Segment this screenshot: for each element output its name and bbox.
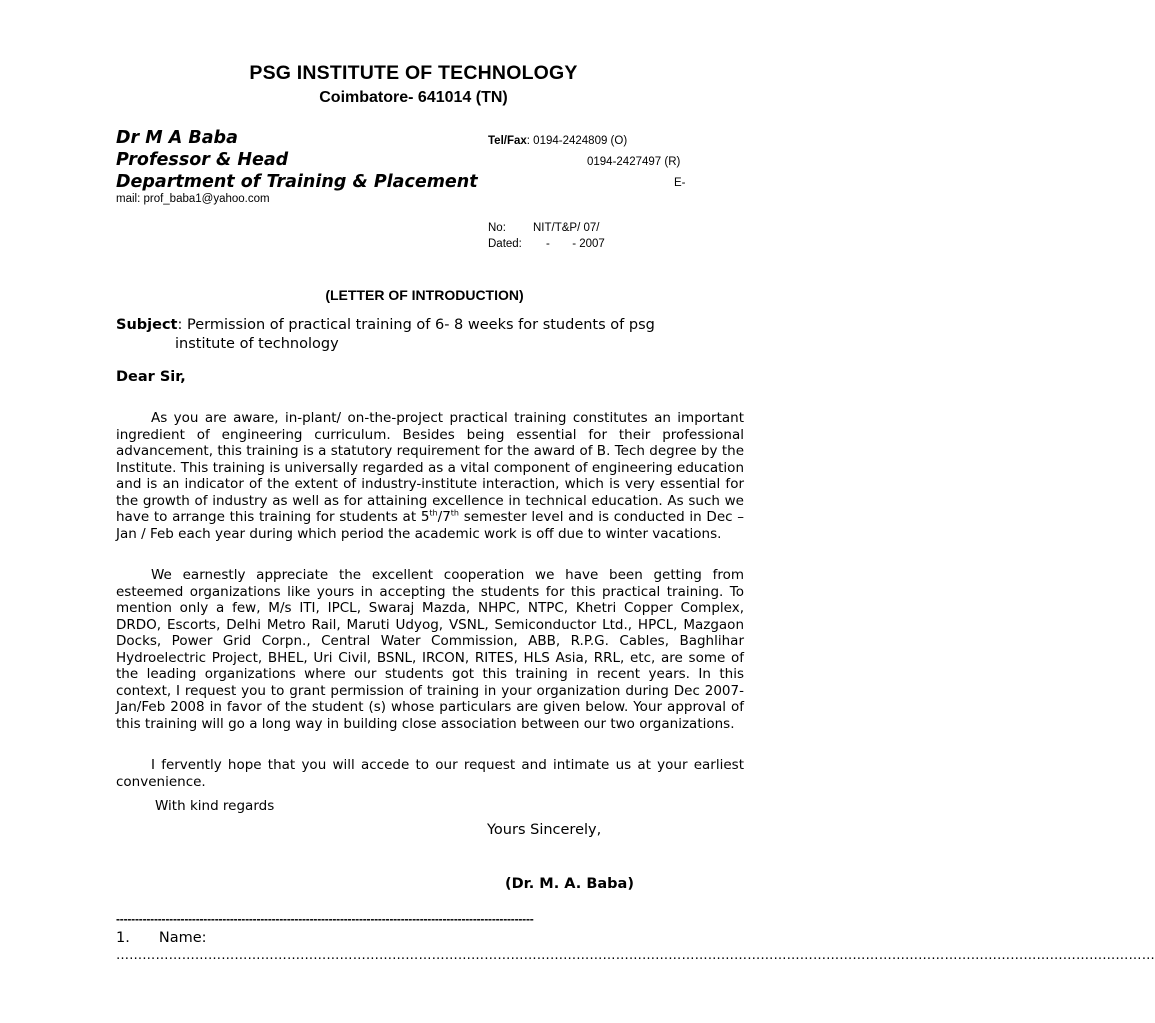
paragraph-1-part-b: /7 bbox=[437, 509, 451, 525]
letter-heading: (LETTER OF INTRODUCTION) bbox=[325, 287, 524, 303]
telfax-label: Tel/Fax bbox=[488, 135, 527, 147]
item-number: 1. bbox=[116, 930, 130, 946]
name-row bbox=[116, 930, 207, 946]
subject-label: Subject bbox=[116, 317, 178, 333]
superscript-th-2: th bbox=[450, 508, 459, 518]
email-prefix: E- bbox=[674, 177, 686, 189]
sender-title: Professor & Head bbox=[116, 150, 289, 170]
kind-regards: With kind regards bbox=[155, 798, 275, 814]
dated-label: Dated: bbox=[488, 238, 522, 250]
phone-residence: 0194-2427497 (R) bbox=[587, 156, 681, 168]
email-line: mail: prof_baba1@yahoo.com bbox=[116, 193, 270, 205]
institute-name: PSG INSTITUTE OF TECHNOLOGY bbox=[249, 62, 578, 84]
ref-no-label: No: bbox=[488, 222, 506, 234]
subject-line-2: institute of technology bbox=[175, 336, 339, 352]
name-label: Name: bbox=[158, 930, 207, 946]
sender-name: Dr M A Baba bbox=[116, 128, 238, 148]
paragraph-1-part-a: As you are aware, in-plant/ on-the-project practical training constitutes an important ingredient of engineering curriculum. Besides being essential for their professional advancement, this training is a statutory requirement for the award of B. Tech degree by the Institute. This training is universally regarded as a vital component of engineering education and is an indicator of the extent of industry-institute interaction, which is very essential for the growth of industry as well as for attaining excellence in technical education. As such we have to arrange this training for students at 5 bbox=[116, 410, 744, 525]
paragraph-2: We earnestly appreciate the excellent cooperation we have been getting from esteemed organizations like yours in accepting the students for this practical training. To mention only a few, M/s ITI, IPCL, Swaraj Mazda, NHPC, NTPC, Khetri Copper Complex, DRDO, Escorts, Delhi Metro Rail, Maruti Udyog, VSNL, Semiconductor Ltd., HPCL, Mazgaon Docks, Power Grid Corpn., Central Water Commission, ABB, R.P.G. Cables, Baghlihar Hydroelectric Project, BHEL, Uri Civil, BSNL, IRCON, RITES, HLS Asia, RRL, etc, are some of the leading organizations where our students got this training in recent years. In this context, I request you to grant permission of training in your organization during Dec 2007- Jan/Feb 2008 in favor of the student (s) whose particulars are given below. Your approval of this training will go a long way in building close association between our two organizations. bbox=[116, 567, 744, 732]
sender-department: Department of Training & Placement bbox=[116, 172, 478, 192]
subject bbox=[116, 316, 744, 354]
institute-city: Coimbatore- 641014 (TN) bbox=[319, 89, 508, 106]
salutation: Dear Sir, bbox=[116, 369, 186, 385]
dotted-fill-line: ………………………………………………………………………………………………………………………………………………………………………………………………………………… bbox=[116, 948, 1155, 963]
closing: Yours Sincerely, bbox=[487, 822, 602, 838]
signature-name: (Dr. M. A. Baba) bbox=[505, 876, 634, 892]
dated-value: - - 2007 bbox=[546, 238, 605, 250]
ref-no-value: NIT/T&P/ 07/ bbox=[533, 222, 600, 234]
superscript-th-1: th bbox=[429, 508, 438, 518]
separator-line: -------------------------------------------------------------------------------------------------------------- bbox=[116, 912, 534, 926]
paragraph-1 bbox=[116, 410, 744, 542]
subject-line-1: : Permission of practical training of 6- 8 weeks for students of psg bbox=[177, 317, 655, 333]
paragraph-1-part-c: semester level and is conducted in Dec –Jan / Feb each year during which period the academic work is off due to winter vacations. bbox=[116, 509, 745, 542]
paragraph-3: I fervently hope that you will accede to our request and intimate us at your earliest convenience. bbox=[116, 757, 744, 790]
telfax-office-number: : 0194-2424809 (O) bbox=[526, 135, 628, 147]
telfax-office bbox=[488, 135, 627, 147]
